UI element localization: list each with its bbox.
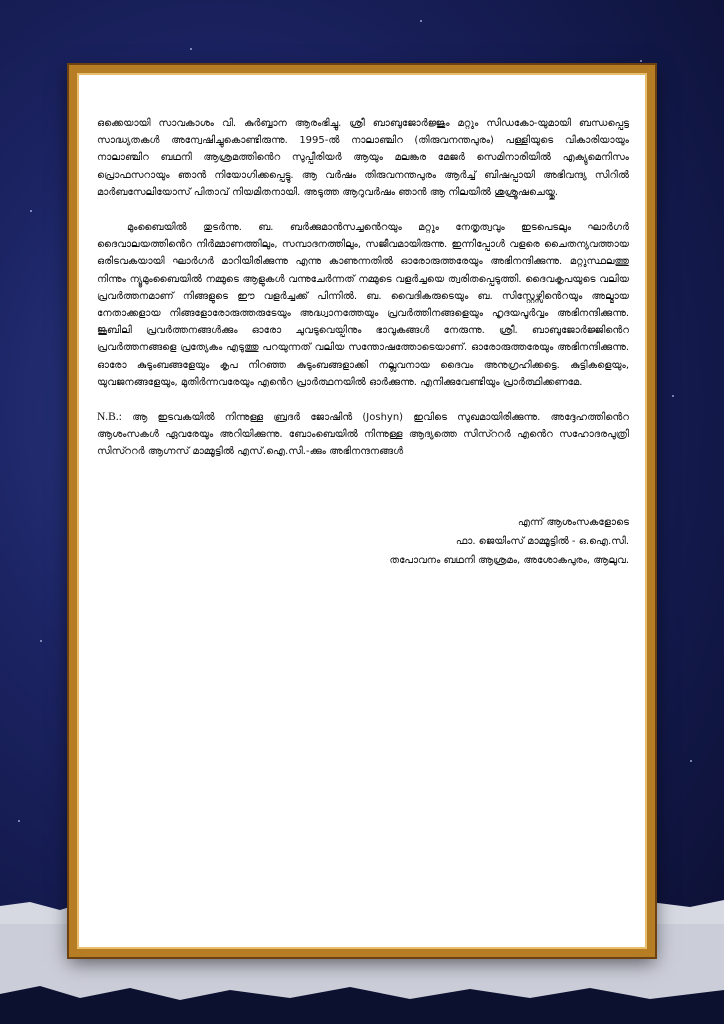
closing-line: എന്ന് ആശംസകളോടെ [517,516,629,528]
signature-block [97,513,629,570]
letter-paper [77,73,647,949]
nb-paragraph [97,409,629,461]
signatory-name: ഫാ. ജെയിംസ് മാമ്മൂട്ടിൽ - ഒ.ഐ.സി. [455,535,629,547]
paragraph-1: ഒക്കെയായി സാവകാശം വി. കുർബ്ബാന ആരംഭിച്ചു. ശ്രീ ബാബുജോർജ്ജും മറ്റും സിഡകോ-യുമായി ബന്ധപ്പെട്ട സാദ്ധ്യതകൾ അന്വേഷിച്ചുകൊണ്ടിരുന്നു. 1995-ൽ നാലാഞ്ചിറ (തിരുവനന്തപുരം) പള്ളിയുടെ വികാരിയായും നാലാഞ്ചിറ ബഥനി ആശ്രമത്തിൻെറ സുപ്പീരിയർ ആയും മലങ്കര മേജർ സെമിനാരിയിൽ എക്യുമെനിസം പ്രൊഫസറായും ഞാൻ നിയോഗിക്കപ്പെട്ടു. ആ വർഷം തിരുവനന്തപുരം ആർച്ച് ബിഷപ്പായി അഭിവന്ദ്യ സിറിൽ മാർബസേലിയോസ് പിതാവ് നിയമിതനായി. അടുത്ത ആറുവർഷം ഞാൻ ആ നിലയിൽ ശുശ്രൂഷചെയ്തു. [97,118,629,198]
paragraph-2: മുംബൈയിൽ തുടർന്നു. ബ. ബർക്കുമാൻസച്ചൻെറയും മറ്റും നേതൃത്വവും ഇടപെടലും ഘാർഗർ ദൈവാലയത്തിൻെറ നിർമ്മാണത്തിലും, സമ്പാദനത്തിലും, സജീവമായിരുന്നു. ഇന്നിപ്പോൾ വളരെ ചൈതന്യവത്തായ ഒരിടവകയായി ഘാർഗർ മാറിയിരിക്കുന്നു എന്നു കാണുന്നതിൽ ഓരോരുത്തരേയും അഭിനന്ദിക്കുന്നു. മറ്റുസ്ഥലത്തു നിന്നും ന്യൂമുംബൈയിൽ നമ്മുടെ ആളുകൾ വന്നുചേർന്നത് നമ്മുടെ വളർച്ചയെ ത്വരിതപ്പെടുത്തി. ദൈവകൃപയുടെ വലിയ പ്രവർത്തനമാണ് നിങ്ങളുടെ ഈ വളർച്ചക്ക് പിന്നിൽ. ബ. വൈദികരുടെയും ബ. സിസ്റ്റേഴ്സിൻെറയും അല്മായ നേതാക്കളായ നിങ്ങളോരോരുത്തരുടേയും അദ്ധ്വാനത്തേയും പ്രവർത്തിനങ്ങളെയും ഹൃദയപൂർവ്വം അഭിനന്ദിക്കുന്നു. ജൂബിലി പ്രവർത്തനങ്ങൾക്കും ഓരോ ചുവടുവെയ്പിനും ഭാവുകങ്ങൾ നേരുന്നു. ശ്രീ. ബാബുജോർജ്ജിൻെറ പ്രവർത്തനങ്ങളെ പ്രത്യേകം എടുത്തു പറയുന്നത് വലിയ സന്തോഷത്തോടെയാണ്. ഓരോരുത്തരേയും അഭിനന്ദിക്കുന്നു. ഓരോ കുടുംബങ്ങളേയും കൃപ നിറഞ്ഞ കുടുംബങ്ങളാക്കി നല്ലവനായ ദൈവം അനുഗ്രഹിക്കട്ടെ. കുട്ടികളെയും, യുവജനങ്ങളേയും, മുതിർന്നവരേയും എൻെറ പ്രാർത്ഥനയിൽ ഓർക്കുന്നു. എനിക്കുവേണ്ടിയും പ്രാർത്ഥിക്കണമേ. [97,222,629,388]
nb-label: N.B.: [97,411,122,424]
signatory-address: തപോവനം ബഥനി ആശ്രമം, അശോകപുരം, ആലുവ. [389,554,629,566]
nb-text: ആ ഇടവകയിൽ നിന്നുള്ള ബ്രദർ ജോഷിൻ (Joshyn) ഇവിടെ സുഖമായിരിക്കുന്നു. അദ്ദേഹത്തിൻെറ ആശംസകൾ ഏവരേയും അറിയിക്കുന്നു. ബോംബെയിൽ നിന്നുള്ള ആദ്യത്തെ സിസ്ററർ എൻെറ സഹോദരപുത്രി സിസ്ററർ ആഗ്നസ് മാമ്മൂട്ടിൽ എസ്.ഐ.സി.-ക്കും അഭിനന്ദനങ്ങൾ [97,412,629,458]
gold-picture-frame [69,65,655,957]
letter-body [97,115,629,570]
